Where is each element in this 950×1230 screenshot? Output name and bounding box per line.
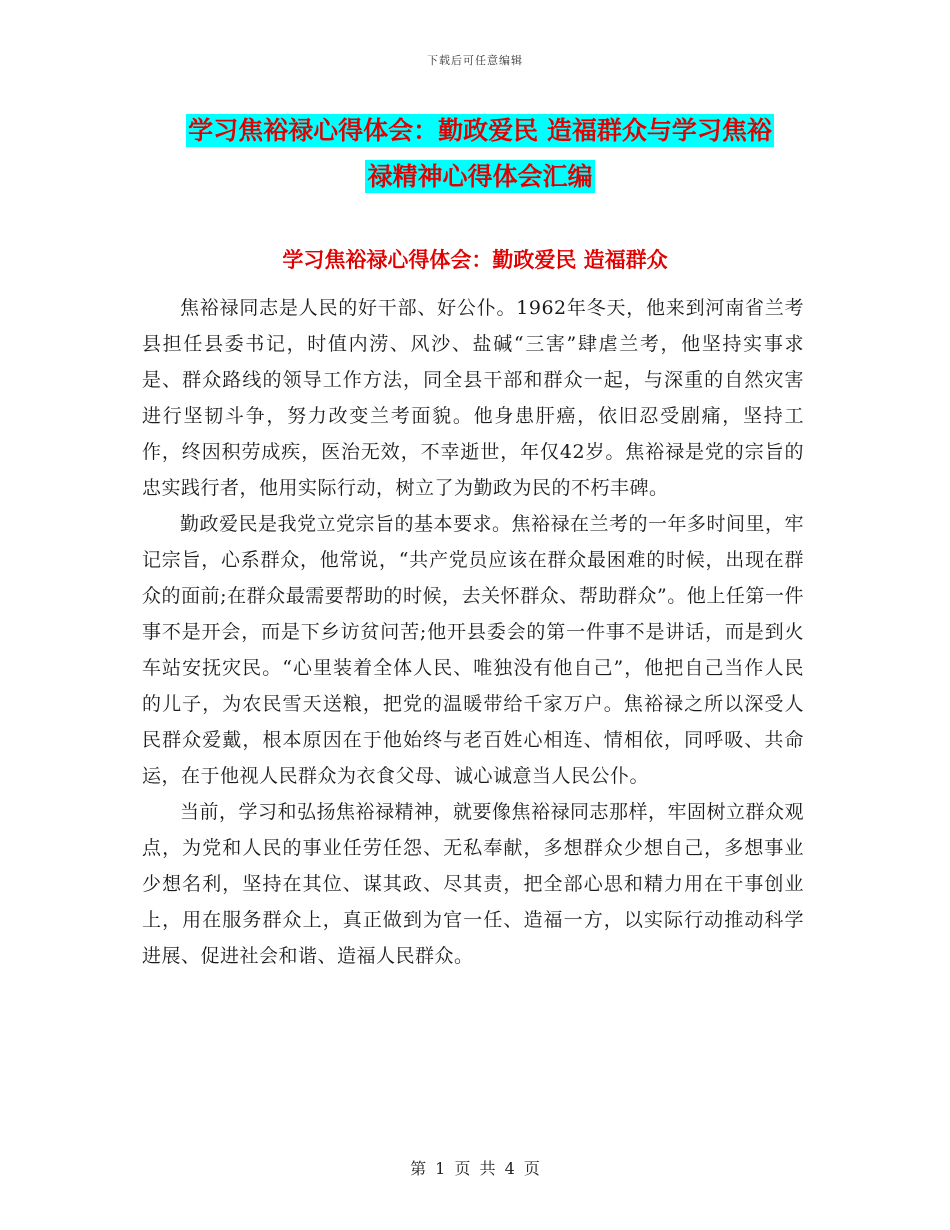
paragraph-1: 焦裕禄同志是人民的好干部、好公仆。1962年冬天，他来到河南省兰考县担任县委书记，时值内涝、风沙、盐碱“三害”肆虐兰考，他坚持实事求是、群众路线的领导工作方法，同全县干部和群众一起，与深重的自然灾害进行坚韧斗争，努力改变兰考面貌。他身患肝癌，依旧忍受剧痛，坚持工作，终因积劳成疾，医治无效，不幸逝世，年仅42岁。焦裕禄是党的宗旨的忠实践行者，他用实际行动，树立了为勤政为民的不朽丰碑。	[142, 297, 804, 499]
document-body	[142, 290, 804, 974]
paragraph-3: 当前，学习和弘扬焦裕禄精神，就要像焦裕禄同志那样，牢固树立群众观点，为党和人民的事业任劳任怨、无私奉献，多想群众少想自己，多想事业少想名利，坚持在其位、谋其政、尽其责，把全部心思和精力用在干事创业上，用在服务群众上，真正做到为官一任、造福一方，以实际行动推动科学进展、促进社会和谐、造福人民群众。	[142, 801, 805, 967]
document-title-line-1: 学习焦裕禄心得体会：勤政爱民 造福群众与学习焦裕	[188, 116, 772, 145]
header-note: 下载后可任意编辑	[427, 54, 523, 67]
document-title-line-2: 禄精神心得体会汇编	[367, 162, 593, 191]
page-number-footer: 第 1 页 共 4 页	[410, 1159, 540, 1178]
section-heading: 学习焦裕禄心得体会：勤政爱民 造福群众	[282, 248, 668, 272]
document-title	[140, 108, 820, 200]
paragraph-2: 勤政爱民是我党立党宗旨的基本要求。焦裕禄在兰考的一年多时间里，牢记宗旨，心系群众，他常说，“共产党员应该在群众最困难的时候，出现在群众的面前;在群众最需要帮助的时候，去关怀群众、帮助群众”。他上任第一件事不是开会，而是下乡访贫问苦;他开县委会的第一件事不是讲话，而是到火车站安抚灾民。“心里装着全体人民、唯独没有他自己”，他把自己当作人民的儿子，为农民雪天送粮，把党的温暖带给千家万户。焦裕禄之所以深受人民群众爱戴，根本原因在于他始终与老百姓心相连、情相依，同呼吸、共命运，在于他视人民群众为衣食父母、诚心诚意当人民公仆。	[142, 513, 805, 787]
